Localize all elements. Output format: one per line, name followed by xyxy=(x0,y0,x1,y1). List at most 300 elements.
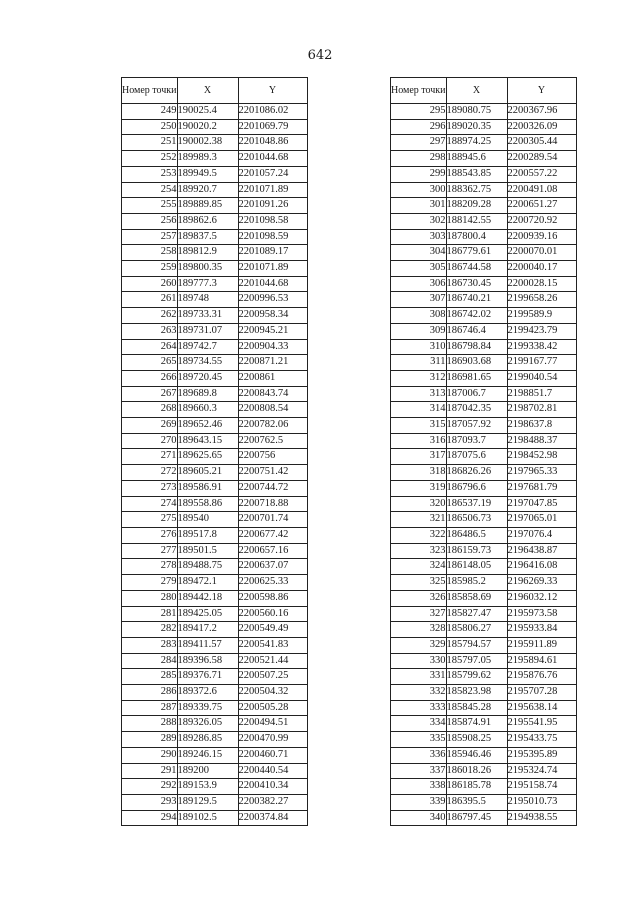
y-coordinate-cell: 2200958.34 xyxy=(238,308,307,324)
y-coordinate-cell: 2200939.16 xyxy=(507,229,576,245)
x-coordinate-cell: 185794.57 xyxy=(446,637,507,653)
point-number-cell: 264 xyxy=(122,339,178,355)
x-coordinate-cell: 189777.3 xyxy=(177,276,238,292)
x-coordinate-cell: 189586.91 xyxy=(177,480,238,496)
point-number-cell: 286 xyxy=(122,685,178,701)
y-coordinate-cell: 2195433.75 xyxy=(507,732,576,748)
y-coordinate-cell: 2200521.44 xyxy=(238,653,307,669)
table-row xyxy=(122,355,308,371)
table-row xyxy=(391,198,577,214)
x-coordinate-cell: 189949.5 xyxy=(177,166,238,182)
y-coordinate-cell: 2200762.5 xyxy=(238,433,307,449)
table-row xyxy=(122,496,308,512)
x-coordinate-cell: 186185.78 xyxy=(446,779,507,795)
point-number-cell: 289 xyxy=(122,732,178,748)
point-number-cell: 277 xyxy=(122,543,178,559)
y-coordinate-cell: 2198637.8 xyxy=(507,418,576,434)
y-coordinate-cell: 2195010.73 xyxy=(507,794,576,810)
x-coordinate-cell: 187800.4 xyxy=(446,229,507,245)
x-coordinate-cell: 186537.19 xyxy=(446,496,507,512)
y-coordinate-cell: 2200491.08 xyxy=(507,182,576,198)
x-coordinate-cell: 185858.69 xyxy=(446,590,507,606)
x-coordinate-cell: 189558.86 xyxy=(177,496,238,512)
point-number-cell: 275 xyxy=(122,512,178,528)
y-coordinate-cell: 2195707.28 xyxy=(507,685,576,701)
x-coordinate-cell: 189102.5 xyxy=(177,810,238,826)
y-coordinate-cell: 2200028.15 xyxy=(507,276,576,292)
table-row xyxy=(391,590,577,606)
y-coordinate-cell: 2195324.74 xyxy=(507,763,576,779)
point-number-cell: 335 xyxy=(391,732,447,748)
point-number-cell: 331 xyxy=(391,669,447,685)
x-coordinate-cell: 189734.55 xyxy=(177,355,238,371)
table-row xyxy=(391,480,577,496)
table-row xyxy=(391,119,577,135)
y-coordinate-cell: 2199589.9 xyxy=(507,308,576,324)
point-number-cell: 268 xyxy=(122,402,178,418)
point-number-cell: 282 xyxy=(122,622,178,638)
x-coordinate-cell: 186486.5 xyxy=(446,527,507,543)
table-row xyxy=(391,575,577,591)
point-number-cell: 301 xyxy=(391,198,447,214)
point-number-cell: 292 xyxy=(122,779,178,795)
point-number-cell: 300 xyxy=(391,182,447,198)
table-row xyxy=(122,418,308,434)
table-row xyxy=(122,606,308,622)
point-number-cell: 319 xyxy=(391,480,447,496)
x-coordinate-cell: 190002.38 xyxy=(177,135,238,151)
x-coordinate-cell: 189689.8 xyxy=(177,386,238,402)
x-coordinate-cell: 185806.27 xyxy=(446,622,507,638)
x-coordinate-cell: 186018.26 xyxy=(446,763,507,779)
table-row xyxy=(391,512,577,528)
table-row xyxy=(391,323,577,339)
point-number-cell: 294 xyxy=(122,810,178,826)
point-number-cell: 338 xyxy=(391,779,447,795)
x-coordinate-cell: 189742.7 xyxy=(177,339,238,355)
table-row xyxy=(122,559,308,575)
y-coordinate-cell: 2200904.33 xyxy=(238,339,307,355)
x-coordinate-cell: 187006.7 xyxy=(446,386,507,402)
point-number-cell: 327 xyxy=(391,606,447,622)
y-coordinate-cell: 2199040.54 xyxy=(507,370,576,386)
y-coordinate-cell: 2200440.54 xyxy=(238,763,307,779)
header-point-number: Номер точки xyxy=(122,78,178,104)
y-coordinate-cell: 2200744.72 xyxy=(238,480,307,496)
header-y: Y xyxy=(507,78,576,104)
point-number-cell: 297 xyxy=(391,135,447,151)
point-number-cell: 274 xyxy=(122,496,178,512)
table-row xyxy=(391,465,577,481)
table-row xyxy=(391,339,577,355)
coordinates-table-left xyxy=(121,77,308,826)
point-number-cell: 285 xyxy=(122,669,178,685)
table-row xyxy=(122,669,308,685)
x-coordinate-cell: 189326.05 xyxy=(177,716,238,732)
y-coordinate-cell: 2200504.32 xyxy=(238,685,307,701)
table-row xyxy=(122,135,308,151)
point-number-cell: 266 xyxy=(122,370,178,386)
x-coordinate-cell: 188945.6 xyxy=(446,151,507,167)
y-coordinate-cell: 2201089.17 xyxy=(238,245,307,261)
point-number-cell: 269 xyxy=(122,418,178,434)
point-number-cell: 326 xyxy=(391,590,447,606)
x-coordinate-cell: 188142.55 xyxy=(446,213,507,229)
point-number-cell: 299 xyxy=(391,166,447,182)
y-coordinate-cell: 2200305.44 xyxy=(507,135,576,151)
y-coordinate-cell: 2201057.24 xyxy=(238,166,307,182)
y-coordinate-cell: 2195933.84 xyxy=(507,622,576,638)
point-number-cell: 315 xyxy=(391,418,447,434)
point-number-cell: 307 xyxy=(391,292,447,308)
point-number-cell: 337 xyxy=(391,763,447,779)
x-coordinate-cell: 188974.25 xyxy=(446,135,507,151)
table-row xyxy=(391,166,577,182)
point-number-cell: 324 xyxy=(391,559,447,575)
table-row xyxy=(391,213,577,229)
point-number-cell: 258 xyxy=(122,245,178,261)
y-coordinate-cell: 2201098.59 xyxy=(238,229,307,245)
x-coordinate-cell: 189989.3 xyxy=(177,151,238,167)
x-coordinate-cell: 189540 xyxy=(177,512,238,528)
table-row xyxy=(122,716,308,732)
y-coordinate-cell: 2201069.79 xyxy=(238,119,307,135)
point-number-cell: 323 xyxy=(391,543,447,559)
point-number-cell: 340 xyxy=(391,810,447,826)
y-coordinate-cell: 2198452.98 xyxy=(507,449,576,465)
point-number-cell: 313 xyxy=(391,386,447,402)
y-coordinate-cell: 2200701.74 xyxy=(238,512,307,528)
x-coordinate-cell: 189488.75 xyxy=(177,559,238,575)
table-row xyxy=(122,685,308,701)
x-coordinate-cell: 189643.15 xyxy=(177,433,238,449)
point-number-cell: 322 xyxy=(391,527,447,543)
x-coordinate-cell: 189920.7 xyxy=(177,182,238,198)
point-number-cell: 333 xyxy=(391,700,447,716)
table-row xyxy=(391,716,577,732)
y-coordinate-cell: 2197047.85 xyxy=(507,496,576,512)
table-row xyxy=(391,355,577,371)
y-coordinate-cell: 2199658.26 xyxy=(507,292,576,308)
point-number-cell: 263 xyxy=(122,323,178,339)
y-coordinate-cell: 2200374.84 xyxy=(238,810,307,826)
y-coordinate-cell: 2197681.79 xyxy=(507,480,576,496)
y-coordinate-cell: 2198851.7 xyxy=(507,386,576,402)
header-point-number: Номер точки xyxy=(391,78,447,104)
x-coordinate-cell: 189246.15 xyxy=(177,747,238,763)
point-number-cell: 287 xyxy=(122,700,178,716)
y-coordinate-cell: 2200945.21 xyxy=(238,323,307,339)
point-number-cell: 251 xyxy=(122,135,178,151)
point-number-cell: 283 xyxy=(122,637,178,653)
table-row xyxy=(122,527,308,543)
x-coordinate-cell: 189396.58 xyxy=(177,653,238,669)
header-x: X xyxy=(177,78,238,104)
point-number-cell: 278 xyxy=(122,559,178,575)
x-coordinate-cell: 186395.5 xyxy=(446,794,507,810)
x-coordinate-cell: 189862.6 xyxy=(177,213,238,229)
y-coordinate-cell: 2200560.16 xyxy=(238,606,307,622)
point-number-cell: 320 xyxy=(391,496,447,512)
x-coordinate-cell: 189442.18 xyxy=(177,590,238,606)
y-coordinate-cell: 2199423.79 xyxy=(507,323,576,339)
y-coordinate-cell: 2201071.89 xyxy=(238,182,307,198)
point-number-cell: 281 xyxy=(122,606,178,622)
x-coordinate-cell: 189625.65 xyxy=(177,449,238,465)
table-row xyxy=(122,512,308,528)
y-coordinate-cell: 2200326.09 xyxy=(507,119,576,135)
x-coordinate-cell: 188209.28 xyxy=(446,198,507,214)
x-coordinate-cell: 186779.61 xyxy=(446,245,507,261)
table-row xyxy=(391,763,577,779)
table-row xyxy=(122,370,308,386)
point-number-cell: 330 xyxy=(391,653,447,669)
table-row xyxy=(122,465,308,481)
x-coordinate-cell: 186826.26 xyxy=(446,465,507,481)
table-row xyxy=(122,386,308,402)
table-row xyxy=(391,543,577,559)
point-number-cell: 317 xyxy=(391,449,447,465)
y-coordinate-cell: 2196269.33 xyxy=(507,575,576,591)
point-number-cell: 298 xyxy=(391,151,447,167)
point-number-cell: 265 xyxy=(122,355,178,371)
point-number-cell: 270 xyxy=(122,433,178,449)
table-row xyxy=(122,763,308,779)
x-coordinate-cell: 189733.31 xyxy=(177,308,238,324)
x-coordinate-cell: 189339.75 xyxy=(177,700,238,716)
y-coordinate-cell: 2200494.51 xyxy=(238,716,307,732)
y-coordinate-cell: 2194938.55 xyxy=(507,810,576,826)
table-header-row xyxy=(391,78,577,104)
y-coordinate-cell: 2198702.81 xyxy=(507,402,576,418)
table-row xyxy=(391,559,577,575)
x-coordinate-cell: 189372.6 xyxy=(177,685,238,701)
y-coordinate-cell: 2200756 xyxy=(238,449,307,465)
y-coordinate-cell: 2201071.89 xyxy=(238,261,307,277)
y-coordinate-cell: 2200625.33 xyxy=(238,575,307,591)
x-coordinate-cell: 185908.25 xyxy=(446,732,507,748)
table-row xyxy=(122,433,308,449)
table-row xyxy=(391,261,577,277)
x-coordinate-cell: 186730.45 xyxy=(446,276,507,292)
y-coordinate-cell: 2200598.86 xyxy=(238,590,307,606)
table-row xyxy=(391,496,577,512)
x-coordinate-cell: 187075.6 xyxy=(446,449,507,465)
y-coordinate-cell: 2200861 xyxy=(238,370,307,386)
table-row xyxy=(122,198,308,214)
y-coordinate-cell: 2198488.37 xyxy=(507,433,576,449)
point-number-cell: 303 xyxy=(391,229,447,245)
x-coordinate-cell: 189153.9 xyxy=(177,779,238,795)
y-coordinate-cell: 2200782.06 xyxy=(238,418,307,434)
point-number-cell: 311 xyxy=(391,355,447,371)
table-row xyxy=(391,747,577,763)
table-row xyxy=(122,449,308,465)
y-coordinate-cell: 2200996.53 xyxy=(238,292,307,308)
x-coordinate-cell: 186797.45 xyxy=(446,810,507,826)
y-coordinate-cell: 2200460.71 xyxy=(238,747,307,763)
x-coordinate-cell: 185874.91 xyxy=(446,716,507,732)
table-row xyxy=(122,119,308,135)
table-row xyxy=(122,653,308,669)
point-number-cell: 339 xyxy=(391,794,447,810)
x-coordinate-cell: 185827.47 xyxy=(446,606,507,622)
table-row xyxy=(391,622,577,638)
y-coordinate-cell: 2200382.27 xyxy=(238,794,307,810)
y-coordinate-cell: 2195911.89 xyxy=(507,637,576,653)
point-number-cell: 291 xyxy=(122,763,178,779)
point-number-cell: 288 xyxy=(122,716,178,732)
y-coordinate-cell: 2200070.01 xyxy=(507,245,576,261)
point-number-cell: 309 xyxy=(391,323,447,339)
y-coordinate-cell: 2200751.42 xyxy=(238,465,307,481)
x-coordinate-cell: 189660.3 xyxy=(177,402,238,418)
table-row xyxy=(122,276,308,292)
table-row xyxy=(391,527,577,543)
table-row xyxy=(122,339,308,355)
table-row xyxy=(391,700,577,716)
y-coordinate-cell: 2200505.28 xyxy=(238,700,307,716)
table-row xyxy=(391,418,577,434)
y-coordinate-cell: 2200040.17 xyxy=(507,261,576,277)
table-row xyxy=(122,261,308,277)
table-row xyxy=(391,229,577,245)
table-row xyxy=(122,229,308,245)
table-row xyxy=(122,402,308,418)
point-number-cell: 325 xyxy=(391,575,447,591)
x-coordinate-cell: 189731.07 xyxy=(177,323,238,339)
point-number-cell: 256 xyxy=(122,213,178,229)
table-row xyxy=(391,449,577,465)
y-coordinate-cell: 2200289.54 xyxy=(507,151,576,167)
table-row xyxy=(122,590,308,606)
point-number-cell: 252 xyxy=(122,151,178,167)
x-coordinate-cell: 189411.57 xyxy=(177,637,238,653)
y-coordinate-cell: 2200410.34 xyxy=(238,779,307,795)
x-coordinate-cell: 189720.45 xyxy=(177,370,238,386)
point-number-cell: 260 xyxy=(122,276,178,292)
table-row xyxy=(122,480,308,496)
x-coordinate-cell: 189425.05 xyxy=(177,606,238,622)
x-coordinate-cell: 186796.6 xyxy=(446,480,507,496)
x-coordinate-cell: 186506.73 xyxy=(446,512,507,528)
x-coordinate-cell: 185799.62 xyxy=(446,669,507,685)
point-number-cell: 293 xyxy=(122,794,178,810)
y-coordinate-cell: 2200677.42 xyxy=(238,527,307,543)
x-coordinate-cell: 189812.9 xyxy=(177,245,238,261)
table-row xyxy=(391,135,577,151)
y-coordinate-cell: 2200657.16 xyxy=(238,543,307,559)
y-coordinate-cell: 2195638.14 xyxy=(507,700,576,716)
x-coordinate-cell: 189020.35 xyxy=(446,119,507,135)
point-number-cell: 255 xyxy=(122,198,178,214)
point-number-cell: 262 xyxy=(122,308,178,324)
x-coordinate-cell: 186744.58 xyxy=(446,261,507,277)
point-number-cell: 302 xyxy=(391,213,447,229)
point-number-cell: 312 xyxy=(391,370,447,386)
table-row xyxy=(122,732,308,748)
table-row xyxy=(391,151,577,167)
y-coordinate-cell: 2200843.74 xyxy=(238,386,307,402)
y-coordinate-cell: 2197076.4 xyxy=(507,527,576,543)
table-row xyxy=(122,151,308,167)
table-row xyxy=(122,622,308,638)
point-number-cell: 314 xyxy=(391,402,447,418)
table-row xyxy=(391,370,577,386)
y-coordinate-cell: 2201091.26 xyxy=(238,198,307,214)
y-coordinate-cell: 2195541.95 xyxy=(507,716,576,732)
x-coordinate-cell: 186981.65 xyxy=(446,370,507,386)
x-coordinate-cell: 186148.05 xyxy=(446,559,507,575)
y-coordinate-cell: 2200720.92 xyxy=(507,213,576,229)
point-number-cell: 280 xyxy=(122,590,178,606)
y-coordinate-cell: 2201044.68 xyxy=(238,151,307,167)
y-coordinate-cell: 2200507.25 xyxy=(238,669,307,685)
table-row xyxy=(122,245,308,261)
point-number-cell: 259 xyxy=(122,261,178,277)
table-row xyxy=(391,732,577,748)
y-coordinate-cell: 2200367.96 xyxy=(507,104,576,120)
point-number-cell: 284 xyxy=(122,653,178,669)
point-number-cell: 272 xyxy=(122,465,178,481)
table-row xyxy=(122,747,308,763)
point-number-cell: 336 xyxy=(391,747,447,763)
y-coordinate-cell: 2200808.54 xyxy=(238,402,307,418)
table-row xyxy=(391,308,577,324)
y-coordinate-cell: 2200871.21 xyxy=(238,355,307,371)
table-row xyxy=(122,575,308,591)
x-coordinate-cell: 190025.4 xyxy=(177,104,238,120)
table-row xyxy=(391,685,577,701)
x-coordinate-cell: 189417.2 xyxy=(177,622,238,638)
table-row xyxy=(391,104,577,120)
table-row xyxy=(122,700,308,716)
point-number-cell: 279 xyxy=(122,575,178,591)
point-number-cell: 306 xyxy=(391,276,447,292)
y-coordinate-cell: 2201086.02 xyxy=(238,104,307,120)
x-coordinate-cell: 189376.71 xyxy=(177,669,238,685)
point-number-cell: 261 xyxy=(122,292,178,308)
x-coordinate-cell: 185823.98 xyxy=(446,685,507,701)
x-coordinate-cell: 189837.5 xyxy=(177,229,238,245)
point-number-cell: 254 xyxy=(122,182,178,198)
point-number-cell: 318 xyxy=(391,465,447,481)
table-row xyxy=(122,779,308,795)
x-coordinate-cell: 187057.92 xyxy=(446,418,507,434)
y-coordinate-cell: 2200651.27 xyxy=(507,198,576,214)
point-number-cell: 276 xyxy=(122,527,178,543)
header-y: Y xyxy=(238,78,307,104)
table-body-left xyxy=(122,104,308,826)
table-row xyxy=(122,292,308,308)
x-coordinate-cell: 189748 xyxy=(177,292,238,308)
y-coordinate-cell: 2196416.08 xyxy=(507,559,576,575)
coordinates-table-right xyxy=(390,77,577,826)
header-x: X xyxy=(446,78,507,104)
table-row xyxy=(391,292,577,308)
table-row xyxy=(391,794,577,810)
x-coordinate-cell: 189129.5 xyxy=(177,794,238,810)
table-row xyxy=(391,637,577,653)
table-row xyxy=(391,276,577,292)
point-number-cell: 253 xyxy=(122,166,178,182)
table-row xyxy=(391,402,577,418)
point-number-cell: 334 xyxy=(391,716,447,732)
y-coordinate-cell: 2201044.68 xyxy=(238,276,307,292)
y-coordinate-cell: 2200470.99 xyxy=(238,732,307,748)
x-coordinate-cell: 185845.28 xyxy=(446,700,507,716)
y-coordinate-cell: 2196032.12 xyxy=(507,590,576,606)
